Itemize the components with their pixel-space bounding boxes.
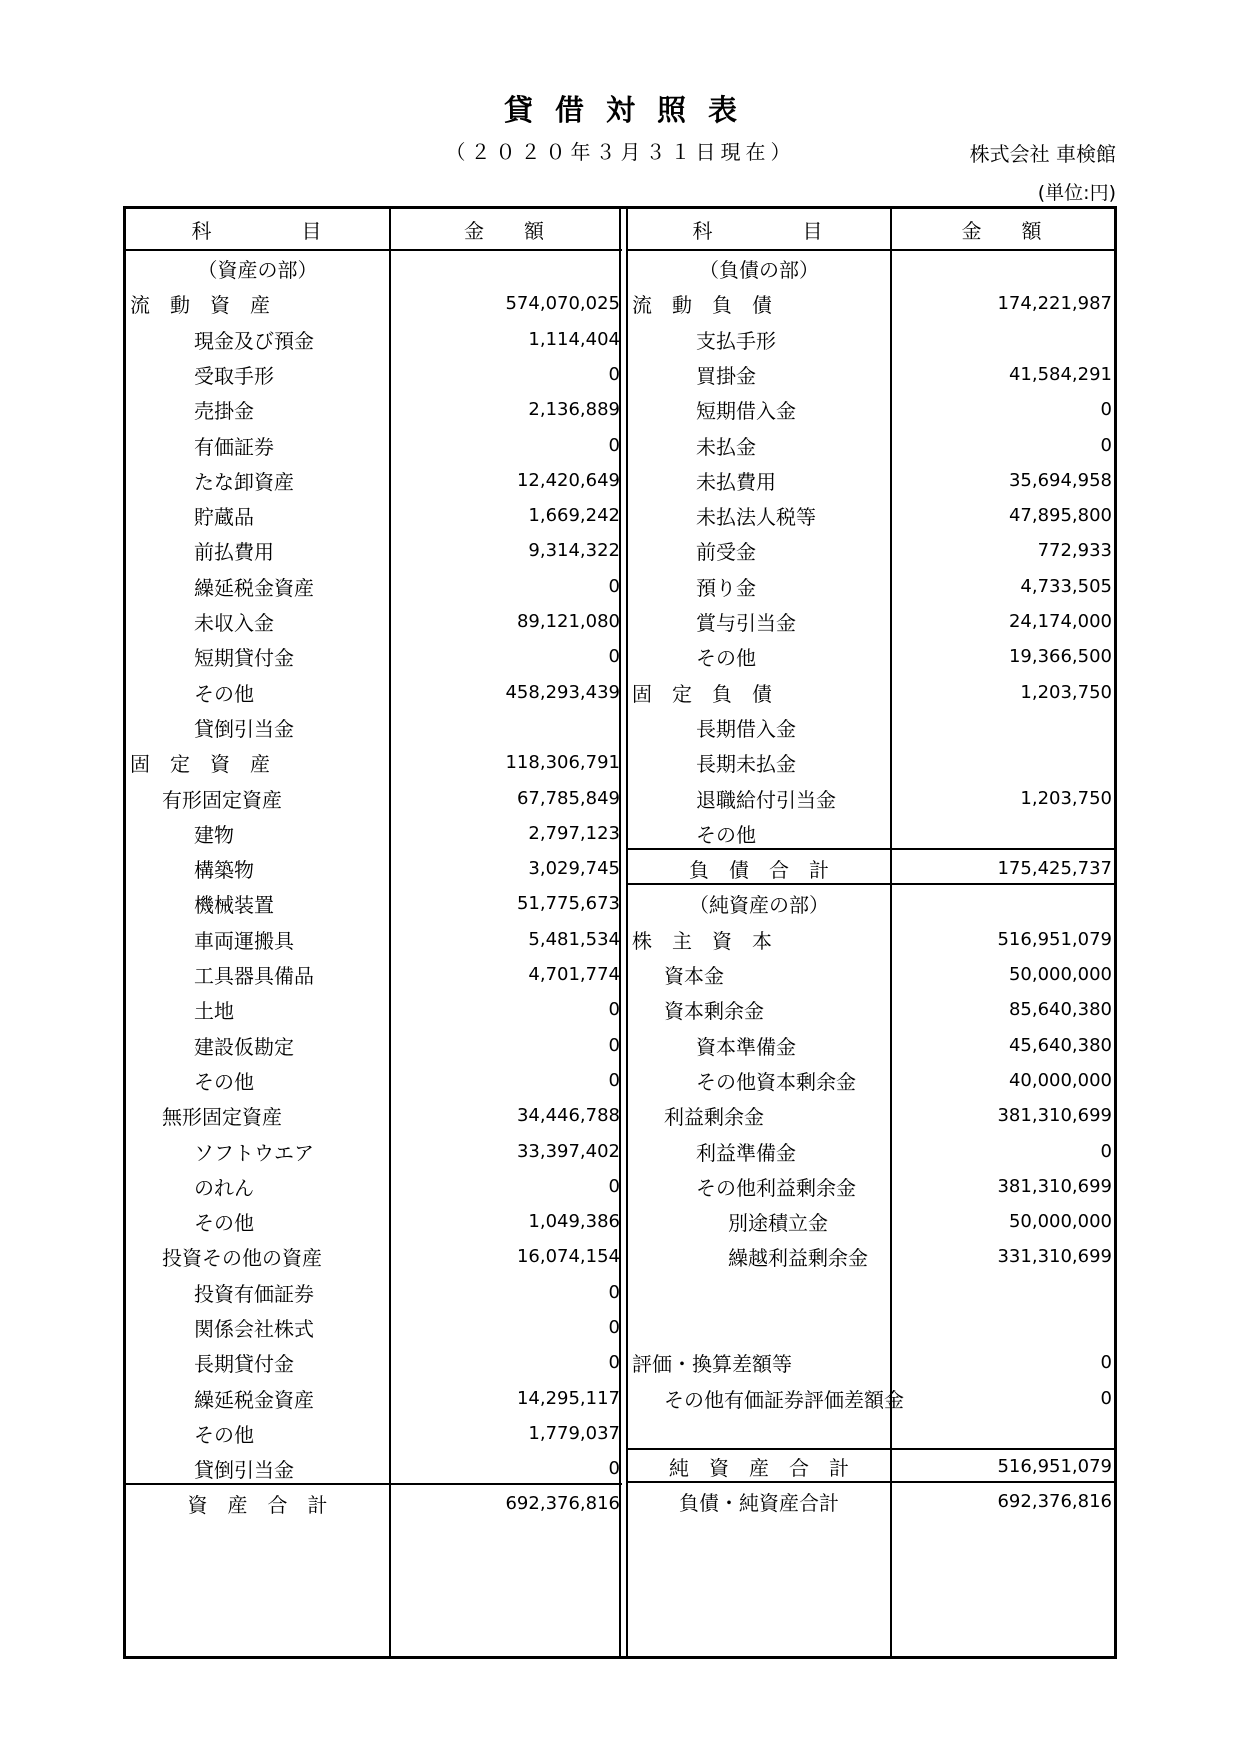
row-label: 建設仮勘定 [194, 1034, 294, 1059]
row-label: 株 主 資 本 [632, 928, 772, 953]
table-row [126, 355, 622, 394]
right-header-account: 科 目 [692, 218, 825, 243]
left-header-amount: 金 額 [464, 218, 544, 243]
row-amount: 772,933 [1037, 540, 1112, 562]
table-row [628, 1167, 1114, 1206]
table-row [628, 390, 1114, 429]
row-label: 別途積立金 [728, 1211, 828, 1236]
row-amount: 4,701,774 [528, 964, 620, 985]
right-header-amount: 金 額 [961, 218, 1042, 243]
table-row [126, 708, 622, 747]
row-amount: 0 [1100, 1387, 1112, 1409]
row-amount: 47,895,800 [1008, 505, 1112, 527]
table-row [628, 320, 1114, 359]
row-amount: 2,136,889 [528, 399, 620, 421]
table-row [126, 426, 622, 465]
row-amount: 0 [608, 1034, 620, 1056]
row-amount: 34,446,788 [516, 1105, 620, 1127]
row-label: その他資本剰余金 [696, 1069, 856, 1094]
table-row [628, 567, 1114, 606]
table-row [628, 1026, 1114, 1065]
row-amount: 458,293,439 [505, 681, 620, 703]
row-amount: 0 [1100, 1140, 1112, 1162]
row-amount: 1,203,750 [1020, 787, 1112, 809]
row-label: 投資その他の資産 [162, 1246, 322, 1271]
row-amount: 24,174,000 [1008, 611, 1112, 632]
row-label: 資本剰余金 [664, 999, 764, 1024]
table-row [628, 531, 1114, 570]
table-row [126, 1026, 622, 1065]
table-row [628, 708, 1114, 747]
row-amount: 0 [608, 999, 620, 1021]
row-label: 貸倒引当金 [194, 1458, 294, 1483]
table-row [126, 955, 622, 994]
row-amount: 516,951,079 [997, 1456, 1112, 1478]
table-row [628, 1343, 1114, 1382]
table-row [126, 779, 622, 818]
row-label: 前受金 [696, 540, 756, 565]
unit-label: (単位:円) [1037, 182, 1116, 204]
row-label: 構築物 [194, 858, 254, 883]
row-label: 土地 [194, 999, 234, 1024]
section-heading-assets [126, 249, 622, 288]
row-label: 長期借入金 [696, 716, 796, 741]
row-amount: 85,640,380 [1008, 999, 1112, 1021]
row-label: 長期貸付金 [194, 1352, 294, 1377]
row-label: （負債の部） [699, 258, 819, 282]
table-row [126, 567, 622, 606]
row-label: 負 債 合 計 [689, 858, 829, 883]
table-row [628, 673, 1114, 712]
table-row [628, 637, 1114, 676]
row-label: 受取手形 [194, 363, 274, 388]
row-label: 貸倒引当金 [194, 716, 294, 741]
row-label: その他 [194, 681, 254, 706]
row-amount: 14,295,117 [516, 1387, 620, 1409]
row-amount: 1,779,037 [528, 1422, 620, 1444]
grand-total-row [628, 1482, 1114, 1521]
row-amount: 4,733,505 [1020, 575, 1112, 597]
row-label: 未払費用 [696, 469, 776, 494]
row-amount: 50,000,000 [1008, 1211, 1112, 1233]
liabilities-total-row [628, 849, 1114, 888]
row-amount: 45,640,380 [1008, 1034, 1112, 1056]
row-amount: 12,420,649 [516, 469, 620, 491]
liabilities-equity-side [628, 209, 1114, 1656]
row-label: 未収入金 [194, 611, 274, 635]
right-header [628, 209, 1114, 251]
row-amount: 174,221,987 [997, 293, 1112, 315]
table-row [126, 884, 622, 923]
table-row [628, 1379, 1114, 1418]
row-amount: 0 [608, 434, 620, 456]
table-row [126, 814, 622, 853]
row-amount: 19,366,500 [1008, 646, 1112, 668]
row-amount: 1,114,404 [528, 328, 620, 350]
row-amount: 35,694,958 [1008, 469, 1112, 491]
row-amount: 0 [608, 1069, 620, 1091]
table-row [628, 1237, 1114, 1276]
row-amount: 0 [608, 1317, 620, 1338]
row-amount: 33,397,402 [516, 1140, 620, 1162]
balance-sheet-table [123, 206, 1117, 1659]
row-label: 無形固定資産 [162, 1105, 282, 1130]
row-amount: 0 [608, 1175, 620, 1197]
row-label: 建物 [194, 822, 234, 847]
row-amount: 516,951,079 [997, 928, 1112, 950]
row-label: ソフトウエア [194, 1140, 314, 1165]
row-label: 貯蔵品 [194, 505, 254, 530]
table-row [628, 990, 1114, 1029]
row-label: 固 定 負 債 [632, 681, 772, 706]
table-row [126, 320, 622, 359]
table-row [628, 1096, 1114, 1135]
row-label: 有価証券 [194, 434, 274, 459]
row-label: 関係会社株式 [194, 1317, 314, 1341]
row-amount: 67,785,849 [516, 787, 620, 809]
row-amount: 692,376,816 [505, 1492, 620, 1514]
assets-total-row [126, 1484, 622, 1523]
table-row [126, 1096, 622, 1135]
table-row [126, 1237, 622, 1276]
table-row [628, 461, 1114, 500]
row-label: 未払法人税等 [696, 505, 816, 530]
row-label: 利益準備金 [696, 1140, 796, 1165]
row-label: 資本金 [664, 964, 724, 988]
table-row [628, 743, 1114, 782]
row-label: 短期借入金 [696, 399, 796, 424]
table-row [126, 1308, 622, 1347]
row-label: 負債・純資産合計 [679, 1490, 839, 1515]
row-label: 預り金 [696, 575, 756, 600]
row-label: 純 資 産 合 計 [669, 1456, 849, 1481]
row-label: 未払金 [696, 434, 756, 459]
row-amount: 331,310,699 [997, 1246, 1112, 1268]
table-row [126, 602, 622, 641]
row-label: その他 [696, 822, 756, 847]
row-amount: 16,074,154 [516, 1246, 620, 1268]
row-amount: 381,310,699 [997, 1105, 1112, 1127]
row-amount: 40,000,000 [1008, 1069, 1112, 1091]
row-label: 工具器具備品 [194, 964, 314, 988]
row-label: 買掛金 [696, 363, 756, 388]
table-row [126, 1343, 622, 1382]
row-label: 評価・換算差額等 [632, 1352, 792, 1377]
table-row [126, 1132, 622, 1171]
row-label: （純資産の部） [689, 893, 829, 918]
table-row [126, 743, 622, 782]
row-label: 繰越利益剰余金 [728, 1246, 868, 1271]
company-name: 株式会社 車検館 [969, 142, 1116, 166]
row-label: 投資有価証券 [194, 1281, 314, 1306]
row-label: 固 定 資 産 [130, 752, 270, 777]
row-label: 退職給付引当金 [696, 787, 836, 812]
row-amount: 0 [608, 1458, 620, 1480]
row-amount: 0 [608, 363, 620, 385]
table-row [628, 1308, 1114, 1347]
row-amount: 1,669,242 [528, 505, 620, 527]
table-row [628, 284, 1114, 323]
row-label: 流 動 資 産 [130, 293, 270, 318]
table-row [126, 990, 622, 1029]
center-double-rule [619, 209, 628, 1656]
row-label: その他 [194, 1211, 254, 1236]
table-row [126, 1273, 622, 1312]
table-row [628, 1273, 1114, 1312]
left-header [126, 209, 622, 251]
row-label: のれん [194, 1175, 254, 1200]
row-label: 有形固定資産 [162, 787, 282, 812]
page-title: 貸借対照表 [503, 93, 759, 127]
table-row [628, 1132, 1114, 1171]
row-amount: 0 [608, 1281, 620, 1303]
row-amount: 1,203,750 [1020, 681, 1112, 703]
row-label: 繰延税金資産 [194, 1387, 314, 1412]
row-label: その他利益剰余金 [696, 1175, 856, 1200]
table-row [628, 1202, 1114, 1241]
row-label: 現金及び預金 [194, 328, 314, 353]
row-amount: 51,775,673 [516, 893, 620, 915]
table-row [628, 496, 1114, 535]
table-row [126, 390, 622, 429]
row-amount: 1,049,386 [528, 1211, 620, 1233]
table-row [126, 637, 622, 676]
row-amount: 0 [1100, 1352, 1112, 1374]
table-row [126, 461, 622, 500]
table-row [126, 531, 622, 570]
row-amount: 41,584,291 [1008, 363, 1112, 385]
row-label: 資 産 合 計 [187, 1492, 328, 1517]
row-amount: 175,425,737 [997, 858, 1112, 880]
row-amount: 692,376,816 [997, 1490, 1112, 1512]
table-row [628, 426, 1114, 465]
row-amount: 118,306,791 [505, 752, 620, 774]
table-row [126, 849, 622, 888]
row-label: その他有価証券評価差額金 [664, 1387, 904, 1412]
row-amount: 5,481,534 [528, 928, 620, 950]
left-header-account: 科 目 [191, 218, 324, 243]
row-label: 繰延税金資産 [194, 575, 314, 600]
row-amount: 0 [608, 646, 620, 668]
table-row [628, 602, 1114, 641]
assets-side [126, 209, 622, 1656]
table-row [126, 1379, 622, 1418]
row-label: 機械装置 [194, 893, 274, 918]
table-row [126, 920, 622, 959]
section-heading-equity [628, 884, 1114, 923]
table-row [126, 1202, 622, 1241]
row-amount: 50,000,000 [1008, 964, 1112, 985]
table-row [126, 673, 622, 712]
row-amount: 0 [1100, 399, 1112, 421]
row-label: その他 [194, 1422, 254, 1447]
table-row [628, 1061, 1114, 1100]
row-label: 長期未払金 [696, 752, 796, 777]
table-row [628, 779, 1114, 818]
row-label: 賞与引当金 [696, 611, 796, 635]
row-amount: 9,314,322 [528, 540, 620, 562]
table-row [126, 1414, 622, 1453]
section-heading-liabilities [628, 249, 1114, 288]
row-label: 支払手形 [696, 328, 776, 353]
table-row [628, 955, 1114, 994]
table-row [628, 814, 1114, 853]
row-amount: 2,797,123 [528, 822, 620, 844]
row-label: 売掛金 [194, 399, 254, 424]
row-label: 資本準備金 [696, 1034, 796, 1059]
row-label: 前払費用 [194, 540, 274, 565]
row-amount: 381,310,699 [997, 1175, 1112, 1197]
table-row [126, 1061, 622, 1100]
table-row [628, 920, 1114, 959]
row-label: 利益剰余金 [664, 1105, 764, 1130]
row-label: （資産の部） [197, 258, 318, 282]
report-date: （２０２０年３月３１日現在） [445, 140, 796, 164]
row-label: その他 [194, 1069, 254, 1094]
table-row [126, 496, 622, 535]
row-amount: 89,121,080 [516, 611, 620, 632]
row-label: 車両運搬具 [194, 928, 294, 953]
row-label: 短期貸付金 [194, 646, 294, 671]
table-row [628, 355, 1114, 394]
row-amount: 0 [1100, 434, 1112, 456]
row-label: その他 [696, 646, 756, 671]
row-amount: 574,070,025 [505, 293, 620, 315]
row-label: 流 動 負 債 [632, 293, 772, 318]
row-amount: 3,029,745 [528, 858, 620, 880]
table-row [126, 284, 622, 323]
row-label: たな卸資産 [194, 469, 294, 494]
row-amount: 0 [608, 1352, 620, 1374]
row-amount: 0 [608, 575, 620, 597]
table-row [126, 1167, 622, 1206]
